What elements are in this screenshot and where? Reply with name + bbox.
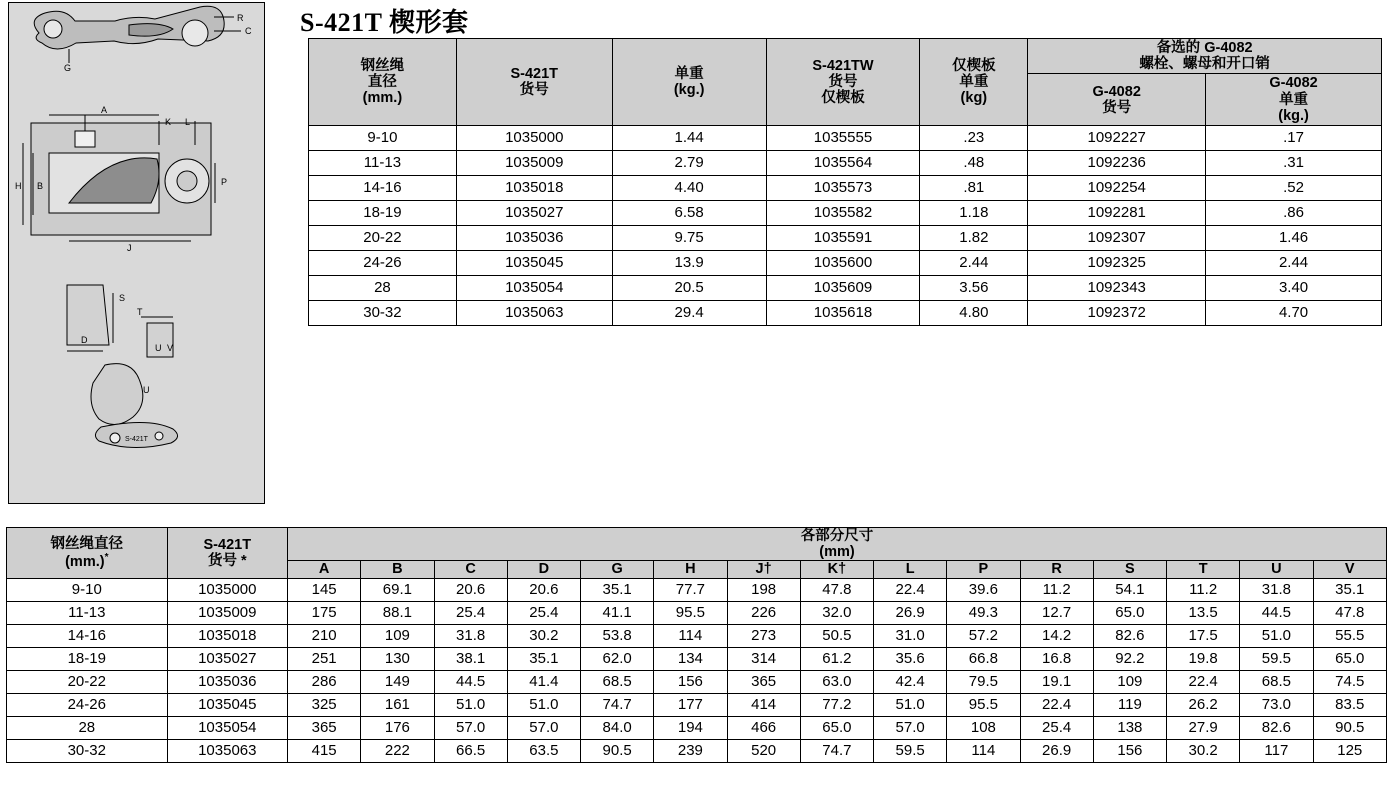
cell-dim-D: 30.2 (507, 624, 580, 647)
cell-dim-V: 90.5 (1313, 716, 1387, 739)
cell-dim-V: 47.8 (1313, 601, 1387, 624)
cell-g_code: 1092325 (1028, 251, 1206, 276)
th-dimensions-group: 各部分尺寸 (mm) (288, 528, 1387, 561)
cell-dia: 24-26 (309, 251, 457, 276)
bottom-table-header-row-1 (7, 528, 1387, 561)
cell-dia: 11-13 (309, 151, 457, 176)
cell-dim-V: 65.0 (1313, 647, 1387, 670)
cell-dim-U: 44.5 (1240, 601, 1313, 624)
cell-g_weight: 1.46 (1206, 226, 1382, 251)
cell-dim-P: 66.8 (947, 647, 1020, 670)
cell-dim-C: 51.0 (434, 693, 507, 716)
svg-text:U: U (155, 343, 162, 353)
cell-dim-L: 35.6 (874, 647, 947, 670)
th-dim-B: B (361, 561, 434, 578)
cell-dim-K: 61.2 (800, 647, 873, 670)
cell-code: 1035027 (456, 201, 612, 226)
th-wedge-only-weight: 仅楔板 单重 (kg) (920, 39, 1028, 126)
cell-dim-T: 26.2 (1167, 693, 1240, 716)
cell-dim-H: 239 (654, 739, 727, 762)
cell-dia: 9-10 (7, 578, 168, 601)
cell-g_code: 1092281 (1028, 201, 1206, 226)
cell-dim-H: 114 (654, 624, 727, 647)
cell-dim-C: 57.0 (434, 716, 507, 739)
cell-code: 1035000 (456, 126, 612, 151)
cell-dim-K: 32.0 (800, 601, 873, 624)
cell-g_code: 1092372 (1028, 301, 1206, 326)
cell-dim-J: 520 (727, 739, 800, 762)
cell-dim-K: 74.7 (800, 739, 873, 762)
cell-dim-A: 251 (288, 647, 361, 670)
svg-text:V: V (167, 343, 174, 353)
cell-code: 1035054 (456, 276, 612, 301)
cell-code: 1035036 (167, 670, 287, 693)
cell-tw_code: 1035618 (766, 301, 920, 326)
th-dim-V: V (1313, 561, 1387, 578)
svg-text:S: S (119, 293, 126, 303)
cell-wedge_w: .23 (920, 126, 1028, 151)
svg-text:U: U (143, 385, 150, 395)
cell-dim-U: 51.0 (1240, 624, 1313, 647)
cell-dim-G: 62.0 (581, 647, 654, 670)
cell-code: 1035000 (167, 578, 287, 601)
cell-dim-R: 19.1 (1020, 670, 1093, 693)
cell-dim-A: 145 (288, 578, 361, 601)
cell-tw_code: 1035582 (766, 201, 920, 226)
th-dim-T: T (1167, 561, 1240, 578)
cell-dim-J: 314 (727, 647, 800, 670)
cell-dim-L: 57.0 (874, 716, 947, 739)
th-optional-g4082-group: 备选的 G-4082 螺栓、螺母和开口销 (1028, 39, 1382, 74)
page-title: S-421T 楔形套 (300, 8, 469, 37)
cell-dim-D: 51.0 (507, 693, 580, 716)
cell-code: 1035027 (167, 647, 287, 670)
cell-g_weight: 4.70 (1206, 301, 1382, 326)
cell-dim-P: 108 (947, 716, 1020, 739)
th-dim-A: A (288, 561, 361, 578)
product-codes-table (308, 38, 1382, 326)
top-table-header-row-1 (309, 39, 1382, 74)
cell-dim-G: 53.8 (581, 624, 654, 647)
th-dim-R: R (1020, 561, 1093, 578)
cell-dia: 14-16 (309, 176, 457, 201)
cell-dia: 28 (309, 276, 457, 301)
cell-dim-S: 82.6 (1093, 624, 1166, 647)
table-row (7, 739, 1387, 762)
cell-wedge_w: 1.18 (920, 201, 1028, 226)
cell-dim-C: 38.1 (434, 647, 507, 670)
cell-dim-J: 414 (727, 693, 800, 716)
th-dim-D: D (507, 561, 580, 578)
cell-dim-B: 176 (361, 716, 434, 739)
svg-text:L: L (185, 117, 191, 127)
product-illustration-panel (8, 2, 265, 504)
cell-dim-S: 92.2 (1093, 647, 1166, 670)
cell-dim-H: 194 (654, 716, 727, 739)
cell-dim-J: 273 (727, 624, 800, 647)
cell-dim-S: 119 (1093, 693, 1166, 716)
th-dim-U: U (1240, 561, 1313, 578)
table-row (309, 176, 1382, 201)
cell-dim-G: 84.0 (581, 716, 654, 739)
table-row (309, 226, 1382, 251)
cell-dim-D: 41.4 (507, 670, 580, 693)
cell-dim-P: 114 (947, 739, 1020, 762)
cell-weight: 1.44 (612, 126, 766, 151)
cell-dim-K: 63.0 (800, 670, 873, 693)
cell-dim-K: 47.8 (800, 578, 873, 601)
cell-dim-V: 55.5 (1313, 624, 1387, 647)
svg-text:B: B (37, 181, 44, 191)
cell-wedge_w: 2.44 (920, 251, 1028, 276)
cell-dim-V: 125 (1313, 739, 1387, 762)
cell-code: 1035018 (167, 624, 287, 647)
th-wire-rope-diameter: 钢丝绳 直径 (mm.) (309, 39, 457, 126)
cell-wedge_w: 1.82 (920, 226, 1028, 251)
cell-dim-D: 35.1 (507, 647, 580, 670)
cell-dim-T: 30.2 (1167, 739, 1240, 762)
cell-dim-T: 13.5 (1167, 601, 1240, 624)
svg-text:S-421T: S-421T (125, 436, 148, 443)
cell-dim-D: 63.5 (507, 739, 580, 762)
cell-dim-C: 25.4 (434, 601, 507, 624)
cell-dim-T: 27.9 (1167, 716, 1240, 739)
cell-dim-S: 109 (1093, 670, 1166, 693)
cell-dim-B: 149 (361, 670, 434, 693)
cell-g_code: 1092307 (1028, 226, 1206, 251)
cell-dia: 18-19 (7, 647, 168, 670)
cell-dim-V: 35.1 (1313, 578, 1387, 601)
table-row (7, 601, 1387, 624)
cell-g_weight: .31 (1206, 151, 1382, 176)
cell-dim-L: 42.4 (874, 670, 947, 693)
table-row (309, 276, 1382, 301)
cell-dia: 24-26 (7, 693, 168, 716)
svg-text:G: G (64, 63, 72, 73)
cell-dia: 20-22 (309, 226, 457, 251)
table-row (309, 126, 1382, 151)
th-dim-K: K† (800, 561, 873, 578)
cell-tw_code: 1035555 (766, 126, 920, 151)
table-row (309, 151, 1382, 176)
svg-text:K: K (165, 117, 172, 127)
cell-tw_code: 1035609 (766, 276, 920, 301)
cell-tw_code: 1035573 (766, 176, 920, 201)
cell-dim-H: 134 (654, 647, 727, 670)
cell-dim-A: 210 (288, 624, 361, 647)
th-dim-L: L (874, 561, 947, 578)
cell-weight: 4.40 (612, 176, 766, 201)
cell-dim-H: 77.7 (654, 578, 727, 601)
cell-code: 1035063 (456, 301, 612, 326)
cell-dim-T: 17.5 (1167, 624, 1240, 647)
cell-dia: 9-10 (309, 126, 457, 151)
table-row (309, 251, 1382, 276)
cell-weight: 2.79 (612, 151, 766, 176)
cell-dim-B: 88.1 (361, 601, 434, 624)
cell-dim-B: 161 (361, 693, 434, 716)
th-g4082-weight: G-4082 单重 (kg.) (1206, 74, 1382, 126)
cell-dim-C: 66.5 (434, 739, 507, 762)
cell-dim-K: 77.2 (800, 693, 873, 716)
cell-wedge_w: 4.80 (920, 301, 1028, 326)
cell-dim-R: 25.4 (1020, 716, 1093, 739)
svg-text:P: P (221, 177, 228, 187)
cell-dia: 30-32 (7, 739, 168, 762)
svg-text:D: D (81, 335, 88, 345)
cell-dim-T: 22.4 (1167, 670, 1240, 693)
cell-dim-R: 14.2 (1020, 624, 1093, 647)
cell-dim-P: 95.5 (947, 693, 1020, 716)
cell-wedge_w: .81 (920, 176, 1028, 201)
cell-code: 1035009 (167, 601, 287, 624)
cell-dim-S: 156 (1093, 739, 1166, 762)
th-unit-weight: 单重 (kg.) (612, 39, 766, 126)
footnote-mark: * (104, 551, 109, 563)
cell-tw_code: 1035564 (766, 151, 920, 176)
cell-dim-P: 39.6 (947, 578, 1020, 601)
table-row (7, 647, 1387, 670)
cell-dim-L: 26.9 (874, 601, 947, 624)
cell-g_code: 1092236 (1028, 151, 1206, 176)
cell-dim-S: 65.0 (1093, 601, 1166, 624)
th-dim-G: G (581, 561, 654, 578)
cell-dim-L: 22.4 (874, 578, 947, 601)
svg-text:J: J (127, 243, 132, 253)
th-dim-S: S (1093, 561, 1166, 578)
cell-dim-J: 198 (727, 578, 800, 601)
cell-wedge_w: 3.56 (920, 276, 1028, 301)
cell-dim-A: 325 (288, 693, 361, 716)
cell-dim-P: 49.3 (947, 601, 1020, 624)
cell-dim-U: 59.5 (1240, 647, 1313, 670)
cell-code: 1035018 (456, 176, 612, 201)
th-s421t-code: S-421T 货号 (456, 39, 612, 126)
table-row (309, 301, 1382, 326)
cell-dim-D: 20.6 (507, 578, 580, 601)
cell-dim-T: 19.8 (1167, 647, 1240, 670)
cell-tw_code: 1035600 (766, 251, 920, 276)
cell-dim-P: 57.2 (947, 624, 1020, 647)
th-g4082-code: G-4082 货号 (1028, 74, 1206, 126)
cell-dim-V: 74.5 (1313, 670, 1387, 693)
cell-dim-U: 73.0 (1240, 693, 1313, 716)
cell-dim-L: 51.0 (874, 693, 947, 716)
cell-dim-V: 83.5 (1313, 693, 1387, 716)
th-s421tw-code: S-421TW 货号 仅楔板 (766, 39, 920, 126)
cell-dim-K: 65.0 (800, 716, 873, 739)
cell-dim-B: 69.1 (361, 578, 434, 601)
cell-dim-G: 74.7 (581, 693, 654, 716)
cell-dim-H: 156 (654, 670, 727, 693)
cell-dim-S: 54.1 (1093, 578, 1166, 601)
cell-dim-T: 11.2 (1167, 578, 1240, 601)
cell-dim-C: 20.6 (434, 578, 507, 601)
table-row (7, 624, 1387, 647)
cell-dim-G: 68.5 (581, 670, 654, 693)
cell-weight: 29.4 (612, 301, 766, 326)
cell-dim-A: 415 (288, 739, 361, 762)
cell-dim-S: 138 (1093, 716, 1166, 739)
th-wire-rope-diameter-2: 钢丝绳直径 (mm.)* (7, 528, 168, 579)
cell-dim-D: 57.0 (507, 716, 580, 739)
th-dim-P: P (947, 561, 1020, 578)
cell-g_code: 1092254 (1028, 176, 1206, 201)
table-row (7, 693, 1387, 716)
cell-dim-G: 41.1 (581, 601, 654, 624)
svg-text:T: T (137, 307, 143, 317)
cell-dim-B: 109 (361, 624, 434, 647)
cell-dim-L: 59.5 (874, 739, 947, 762)
cell-code: 1035009 (456, 151, 612, 176)
cell-dim-J: 365 (727, 670, 800, 693)
cell-tw_code: 1035591 (766, 226, 920, 251)
th-dim-H: H (654, 561, 727, 578)
cell-g_weight: 2.44 (1206, 251, 1382, 276)
cell-dim-A: 175 (288, 601, 361, 624)
cell-dim-R: 12.7 (1020, 601, 1093, 624)
cell-weight: 6.58 (612, 201, 766, 226)
dimensions-table (6, 527, 1387, 763)
cell-dim-U: 117 (1240, 739, 1313, 762)
cell-dim-U: 82.6 (1240, 716, 1313, 739)
table-row (7, 716, 1387, 739)
cell-dia: 11-13 (7, 601, 168, 624)
cell-code: 1035045 (167, 693, 287, 716)
cell-code: 1035036 (456, 226, 612, 251)
cell-dim-H: 95.5 (654, 601, 727, 624)
cell-dia: 30-32 (309, 301, 457, 326)
cell-dim-R: 22.4 (1020, 693, 1093, 716)
svg-text:H: H (15, 181, 22, 191)
cell-dim-C: 31.8 (434, 624, 507, 647)
cell-dim-K: 50.5 (800, 624, 873, 647)
cell-code: 1035054 (167, 716, 287, 739)
svg-text:A: A (101, 105, 108, 115)
th-dim-J: J† (727, 561, 800, 578)
cell-dia: 14-16 (7, 624, 168, 647)
table-row (7, 578, 1387, 601)
cell-dia: 18-19 (309, 201, 457, 226)
table-row (7, 670, 1387, 693)
cell-g_code: 1092343 (1028, 276, 1206, 301)
cell-dim-H: 177 (654, 693, 727, 716)
table-row (309, 201, 1382, 226)
cell-dim-A: 286 (288, 670, 361, 693)
cell-dim-C: 44.5 (434, 670, 507, 693)
cell-dim-A: 365 (288, 716, 361, 739)
wedge-socket-drawings (9, 3, 262, 501)
cell-dia: 20-22 (7, 670, 168, 693)
cell-g_weight: .52 (1206, 176, 1382, 201)
cell-dia: 28 (7, 716, 168, 739)
svg-text:R: R (237, 13, 244, 23)
cell-dim-R: 11.2 (1020, 578, 1093, 601)
cell-code: 1035063 (167, 739, 287, 762)
cell-g_code: 1092227 (1028, 126, 1206, 151)
cell-wedge_w: .48 (920, 151, 1028, 176)
cell-dim-B: 222 (361, 739, 434, 762)
cell-dim-J: 466 (727, 716, 800, 739)
cell-dim-G: 90.5 (581, 739, 654, 762)
cell-weight: 13.9 (612, 251, 766, 276)
cell-g_weight: .17 (1206, 126, 1382, 151)
th-dim-C: C (434, 561, 507, 578)
cell-dim-L: 31.0 (874, 624, 947, 647)
cell-dim-J: 226 (727, 601, 800, 624)
cell-weight: 20.5 (612, 276, 766, 301)
cell-weight: 9.75 (612, 226, 766, 251)
cell-dim-B: 130 (361, 647, 434, 670)
svg-text:C: C (245, 26, 252, 36)
th-s421t-code-2: S-421T 货号 * (167, 528, 287, 579)
cell-dim-R: 16.8 (1020, 647, 1093, 670)
cell-code: 1035045 (456, 251, 612, 276)
cell-g_weight: .86 (1206, 201, 1382, 226)
cell-dim-U: 31.8 (1240, 578, 1313, 601)
cell-dim-P: 79.5 (947, 670, 1020, 693)
cell-dim-G: 35.1 (581, 578, 654, 601)
cell-g_weight: 3.40 (1206, 276, 1382, 301)
cell-dim-U: 68.5 (1240, 670, 1313, 693)
cell-dim-D: 25.4 (507, 601, 580, 624)
cell-dim-R: 26.9 (1020, 739, 1093, 762)
